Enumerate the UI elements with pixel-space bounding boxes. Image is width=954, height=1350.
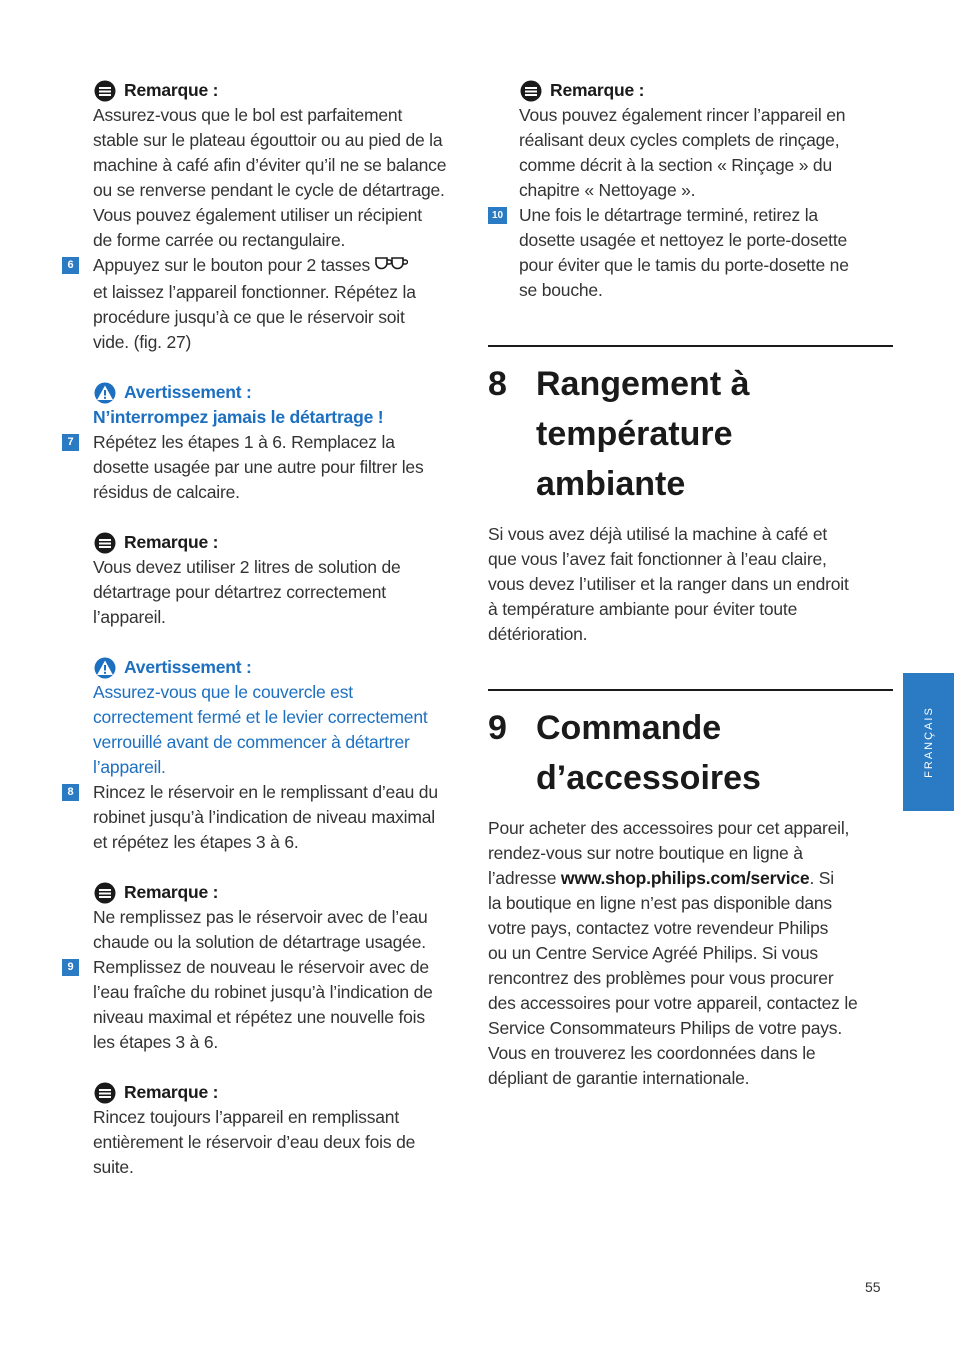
note-text-line: Assurez-vous que le bol est parfaitement: [93, 105, 403, 125]
step-number-badge: 7: [62, 434, 79, 451]
body-text-line: détérioration.: [488, 624, 588, 644]
body-text-line: Vous en trouverez les coordonnées dans le: [488, 1043, 816, 1063]
warning-text-line: Assurez-vous que le couvercle est: [93, 682, 353, 702]
shop-url-link[interactable]: www.shop.philips.com/service: [560, 868, 810, 888]
warning-text-line: N’interrompez jamais le détartrage !: [93, 407, 384, 427]
body-text-line: Si vous avez déjà utilisé la machine à café et: [488, 524, 828, 544]
right-column: [488, 78, 893, 1091]
language-side-tab: [903, 673, 954, 811]
step-text-line: les étapes 3 à 6.: [93, 1032, 219, 1052]
step-text-line: et répétez les étapes 3 à 6.: [93, 832, 299, 852]
note-text-line: entièrement le réservoir d’eau deux fois de: [93, 1132, 416, 1152]
body-text-line: Service Consommateurs Philips de votre pays.: [488, 1018, 842, 1038]
warning-label: Avertissement :: [124, 382, 252, 402]
body-text-line: vous devez l’utiliser et la ranger dans un endroit: [488, 574, 849, 594]
note-label: Remarque :: [124, 80, 219, 100]
note-text-line: machine à café afin d’éviter qu’il ne se balance: [93, 155, 447, 175]
section-number: 8: [488, 365, 507, 403]
step-text-line: Appuyez sur le bouton pour 2 tasses: [93, 255, 371, 275]
step-text-line: Répétez les étapes 1 à 6. Remplacez la: [93, 432, 395, 452]
step-text-line: Une fois le détartrage terminé, retirez la: [519, 205, 818, 225]
step-text-line: et laissez l’appareil fonctionner. Répétez la: [93, 282, 416, 302]
note-heading: [62, 1080, 472, 1105]
body-text-line: que vous l’avez fait fonctionner à l’eau claire,: [488, 549, 827, 569]
note-text-line: comme décrit à la section « Rinçage » du: [519, 155, 832, 175]
step-text-line: dosette usagée et nettoyez le porte-dosette: [519, 230, 848, 250]
note-heading: [62, 78, 472, 103]
step-number-badge: 6: [62, 257, 79, 274]
step-10: [488, 203, 893, 303]
body-text-line: rencontrez des problèmes pour vous procurer: [488, 968, 834, 988]
note-label: Remarque :: [124, 532, 219, 552]
step-9: [62, 955, 472, 1055]
note-text-line: Vous devez utiliser 2 litres de solution de: [93, 557, 401, 577]
note-heading: [488, 78, 893, 103]
step-text-line: Remplissez de nouveau le réservoir avec de: [93, 957, 429, 977]
section-divider: [488, 689, 893, 691]
note-text-line: ou se renverse pendant le cycle de détartrage.: [93, 180, 445, 200]
note-label: Remarque :: [550, 80, 645, 100]
note-text-line: stable sur le plateau égouttoir ou au pied de la: [93, 130, 443, 150]
note-text-line: réalisant deux cycles complets de rinçage,: [519, 130, 840, 150]
note-text-line: suite.: [93, 1157, 134, 1177]
language-tab-label: FRANÇAIS: [922, 706, 935, 778]
two-cups-icon: [374, 255, 408, 280]
page-number: 55: [865, 1279, 881, 1295]
body-text-line: des accessoires pour votre appareil, contactez le: [488, 993, 858, 1013]
note-text-line: détartrage pour détartrez correctement: [93, 582, 386, 602]
section-heading-8: [488, 359, 893, 509]
section-number: 9: [488, 709, 507, 747]
warning-icon: [93, 657, 117, 679]
section-title-line: température: [536, 415, 733, 453]
body-text-line: [488, 866, 893, 891]
note-label: Remarque :: [124, 882, 219, 902]
warning-icon: [93, 382, 117, 404]
step-6: [62, 253, 472, 355]
section-heading-9: [488, 703, 893, 803]
step-number-badge: 10: [488, 207, 507, 224]
note-heading: [62, 880, 472, 905]
warning-heading: [62, 380, 472, 405]
warning-text-line: correctement fermé et le levier correctement: [93, 707, 428, 727]
step-text-line: résidus de calcaire.: [93, 482, 240, 502]
body-text-line: Pour acheter des accessoires pour cet appareil,: [488, 818, 850, 838]
note-icon: [93, 532, 117, 554]
note-text-line: Ne remplissez pas le réservoir avec de l’eau: [93, 907, 428, 927]
body-text-line: rendez-vous sur notre boutique en ligne à: [488, 843, 803, 863]
note-icon: [519, 80, 543, 102]
body-text-line: ou un Centre Service Agréé Philips. Si vous: [488, 943, 818, 963]
body-text-fragment: . Si: [809, 868, 834, 888]
step-7: [62, 430, 472, 505]
section-title-line: Rangement à: [536, 365, 750, 403]
section-divider: [488, 345, 893, 347]
step-8: [62, 780, 472, 855]
step-number-badge: 9: [62, 959, 79, 976]
note-text-line: Vous pouvez également rincer l’appareil en: [519, 105, 846, 125]
step-text-line: procédure jusqu’à ce que le réservoir soit: [93, 307, 405, 327]
note-icon: [93, 1082, 117, 1104]
step-text-line: l’eau fraîche du robinet jusqu’à l’indication de: [93, 982, 433, 1002]
body-text-line: votre pays, contactez votre revendeur Philips: [488, 918, 829, 938]
section-title-line: Commande: [536, 709, 722, 747]
note-heading: [62, 530, 472, 555]
note-label: Remarque :: [124, 1082, 219, 1102]
body-text-line: dépliant de garantie internationale.: [488, 1068, 750, 1088]
step-text-line: niveau maximal et répétez une nouvelle fois: [93, 1007, 425, 1027]
body-text-fragment: l’adresse: [488, 868, 561, 888]
note-icon: [93, 882, 117, 904]
note-text-line: chapitre « Nettoyage ».: [519, 180, 696, 200]
step-text-line: vide. (fig. 27): [93, 332, 192, 352]
section-title-line: d’accessoires: [536, 759, 761, 797]
step-number-badge: 8: [62, 784, 79, 801]
warning-label: Avertissement :: [124, 657, 252, 677]
warning-text-line: l’appareil.: [93, 757, 166, 777]
step-text-line: se bouche.: [519, 280, 603, 300]
left-column: [62, 78, 472, 1180]
step-text-line: robinet jusqu’à l’indication de niveau maximal: [93, 807, 435, 827]
warning-heading: [62, 655, 472, 680]
note-text-line: de forme carrée ou rectangulaire.: [93, 230, 346, 250]
warning-text-line: verrouillé avant de commencer à détartrer: [93, 732, 410, 752]
section-title-line: ambiante: [536, 465, 686, 503]
note-text-line: Vous pouvez également utiliser un récipient: [93, 205, 422, 225]
note-text-line: chaude ou la solution de détartrage usagée.: [93, 932, 426, 952]
body-text-line: la boutique en ligne n’est pas disponible dans: [488, 893, 832, 913]
note-text-line: l’appareil.: [93, 607, 166, 627]
body-text-line: à température ambiante pour éviter toute: [488, 599, 798, 619]
step-text-line: pour éviter que le tamis du porte-dosette ne: [519, 255, 849, 275]
note-icon: [93, 80, 117, 102]
step-text-line: dosette usagée par une autre pour filtrer les: [93, 457, 424, 477]
step-text-line: Rincez le réservoir en le remplissant d’eau du: [93, 782, 438, 802]
note-text-line: Rincez toujours l’appareil en remplissant: [93, 1107, 399, 1127]
